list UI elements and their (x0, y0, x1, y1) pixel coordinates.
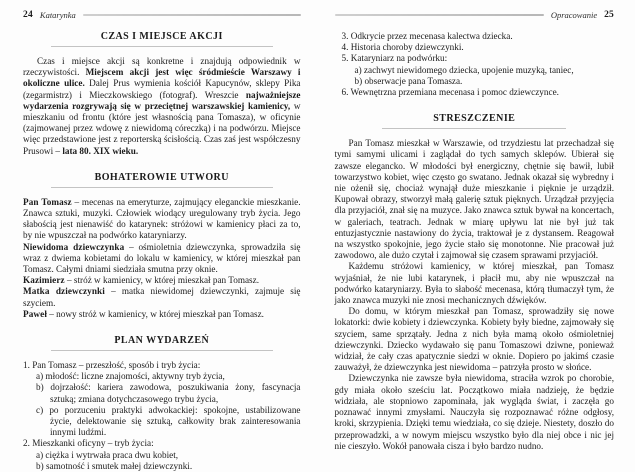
plan-list (23, 360, 301, 472)
summary-paragraphs (335, 138, 615, 452)
right-page-number: 25 (604, 10, 614, 20)
character-entry (23, 286, 301, 308)
plan-subitem: a) ciężka i wytrwała praca dwu kobiet, (36, 450, 301, 461)
plan-item: 6. Wewnętrzna przemiana mecenasa i pomoc dziewczynce. (342, 87, 615, 98)
character-name: Paweł (23, 309, 47, 319)
right-page (318, 0, 635, 452)
plan-item: 5. Kataryniarz na podwórku: (342, 53, 615, 64)
left-running-head (23, 10, 301, 20)
text-run: Dalej Prus wymienia kościół Kapucynów, sklepy Pika (zegarmistrz) i Mieczkowskiego (fotograf). Wreszcie (23, 78, 301, 99)
plan-subitem: c) po porzuceniu praktyki adwokackiej: spokojne, ustabilizowane życie, delektowanie się sztuką, całkowity brak zainteresowania innymi ludźmi. (36, 405, 301, 439)
summary-paragraph: Pan Tomasz mieszkał w Warszawie, od trzydziestu lat przechadzał się tymi samymi ulicami i zaglądał do tych samych sklepów. Ubierał się zawsze elegancko. W młodości był energiczny, chętnie się bawił, lubił towarzystwo kobiet, więc często go swatano. Jednak okazał się wybredny i nie ożenił się, chociaż wynajął duże mieszkanie i pięknie je urządził. Kupował obrazy, stworzył małą galerię sztuk pięknych. Urządzał przyjęcia dla przyjaciół, znał się na muzyce. Jako znawca sztuk bywał na koncertach, w galeriach, teatrach. Jednak w miarę upływu lat nie był już tak entuzjastycznie nastawiony do życia, traktował je z dystansem. Reagował na wszystko spokojnie, jego życie stało się monotonne. Nie pracował już zawodowo, ale dużo czytał i zajmował się czasem sprawami przyjaciół. (335, 138, 615, 261)
plan-item: 4. Historia choroby dziewczynki. (342, 42, 615, 53)
character-entry (23, 309, 301, 320)
section-heading-bohaterowie: BOHATEROWIE UTWORU (51, 172, 273, 188)
emphasis-run: lata 80. XIX wieku. (62, 146, 138, 156)
section-heading-streszczenie: STRESZCZENIE (382, 113, 566, 129)
character-name: Niewidoma dziewczynka (23, 242, 124, 252)
character-name: Pan Tomasz (23, 197, 72, 207)
plan-list-continued (342, 31, 615, 98)
right-running-title: Opracowanie (551, 10, 597, 20)
characters-list (23, 197, 301, 320)
left-page (0, 0, 318, 452)
character-name: Kazimierz (23, 275, 65, 285)
left-header-rule (83, 14, 301, 16)
section-heading-plan-wydarzen: PLAN WYDARZEŃ (51, 335, 273, 351)
right-running-head (335, 10, 615, 20)
text-run: w mieszkaniu od frontu (które jest własnością pana Tomasza), w oficynie (zajmowanej przez wdowę z niewidomą córeczką) i na podwórzu. Miejsce więc przedstawione jest z reporterską ścisłością. Czas zaś jest współczesny Prusowi – (23, 101, 301, 156)
plan-subitem: b) samotność i smutek małej dziewczynki. (36, 461, 301, 472)
character-entry (23, 242, 301, 276)
czas-i-miejsce-paragraph (23, 56, 301, 157)
plan-item: 3. Odkrycie przez mecenasa kalectwa dziecka. (342, 31, 615, 42)
emphasis-run: najważniejsze wydarzenia rozgrywają się w przeciętnej warszawskiej kamienicy, (23, 90, 301, 111)
character-name: Matka dziewczynki (23, 286, 105, 296)
character-description: – ośmioletnia dziewczynka, sprowadziła się wraz z dwiema kobietami do lokalu w kamienicy, w której mieszkał pan Tomasz. Całymi dniami siedziała smutna przy oknie. (23, 242, 301, 274)
character-description: – nowy stróż w kamienicy, w której mieszkał pan Tomasz. (47, 309, 264, 319)
character-entry (23, 275, 301, 286)
plan-subitem: b) dojrzałość: kariera zawodowa, poszukiwania żony, fascynacja sztuką; zmiana dotychczasowego trybu życia, (36, 382, 301, 404)
section-heading-czas-i-miejsce: CZAS I MIEJSCE AKCJI (51, 31, 273, 47)
text-run: Czas i miejsce akcji są konkretne i znajdują odpowiednik w rzeczywistości. (23, 56, 301, 77)
character-description: – matka niewidomej dziewczynki, zajmuje się szyciem. (23, 286, 301, 307)
character-description: – stróż w kamienicy, w której mieszkał pan Tomasz. (65, 275, 259, 285)
character-entry (23, 197, 301, 242)
plan-item: 2. Mieszkanki oficyny – tryb życia: (23, 438, 301, 449)
plan-item: 1. Pan Tomasz – przeszłość, sposób i tryb życia: (23, 360, 301, 371)
character-description: – mecenas na emeryturze, zajmujący eleganckie mieszkanie. Znawca sztuki, muzyki. Człowiek wiodący uregulowany tryb życia. Jego słabością jest nienawiść do katarynek: stróżowi w kamienicy płaci za to, by nie wpuszczał na podwórko kataryniarzy. (23, 197, 301, 241)
left-page-number: 24 (23, 10, 33, 20)
summary-paragraph: Dziewczynka nie zawsze była niewidoma, straciła wzrok po chorobie, gdy miała około sześciu lat. Początkowo miała nadzieję, że będzie widziała, ale stopniowo zapominała, jak wygląda świat, i zaczęła go poznawać innymi zmysłami. Nauczyła się rozpoznawać różne odgłosy, kroki, skrzypienia. Dzięki temu wiedziała, co się dzieje. Niestety, doszło do przeprowadzki, a w nowym miejscu wszystko było dla niej obce i nic jej nie cieszyło. Wokół panowała cisza i było bardzo nudno. (335, 373, 615, 451)
plan-subitem: a) młodość: liczne znajomości, aktywny tryb życia, (36, 371, 301, 382)
summary-paragraph: Do domu, w którym mieszkał pan Tomasz, sprowadziły się nowe lokatorki: dwie kobiety i dziewczynka. Kobiety były biedne, zajmowały się szyciem, same sprzątały. Jedna z nich była mamą około ośmioletniej dziewczynki. Dziecko wydawało się panu Tomaszowi dziwne, ponieważ widział, że cały czas apatycznie siedzi w oknie. Dopiero po jakimś czasie zauważył, że dziewczynka jest niewidoma – patrzyła prosto w słońce. (335, 306, 615, 373)
emphasis-run: Miejscem akcji jest więc śródmieście Warszawy i okoliczne ulice. (23, 67, 300, 88)
plan-subitem: b) obserwacje pana Tomasza. (355, 76, 615, 87)
plan-subitem: a) zachwyt niewidomego dziecka, upojenie muzyką, taniec, (355, 65, 615, 76)
right-header-rule (335, 14, 544, 16)
summary-paragraph: Każdemu stróżowi kamienicy, w której mieszkał, pan Tomasz wyjaśniał, że nie lubi katarynek, i płacił mu, aby nie wpuszczał na podwórko kataryniarzy. Była to słabość mecenasa, którą tłumaczył tym, że jako znawca muzyki nie znosi mechanicznych dźwięków. (335, 261, 615, 306)
left-running-title: Katarynka (40, 10, 76, 20)
